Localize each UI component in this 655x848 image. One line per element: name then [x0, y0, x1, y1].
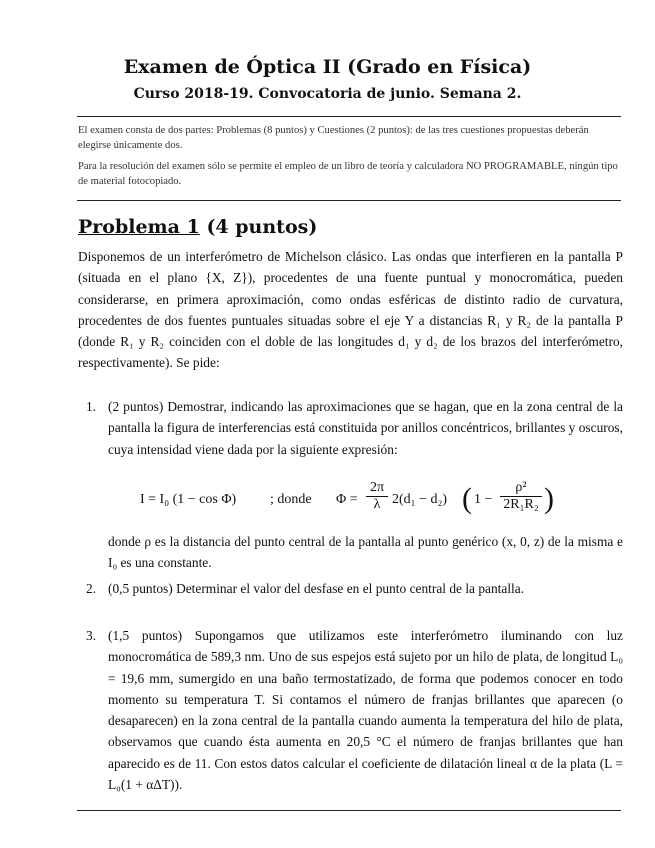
question-number: 1. — [86, 399, 97, 414]
question-text: (0,5 puntos) Determinar el valor del desfase en el punto central de la pantalla. — [108, 581, 525, 596]
question-number: 3. — [86, 628, 97, 643]
divider — [77, 810, 621, 811]
question-item-continuation: donde ρ es la distancia del punto central de la pantalla al punto genérico (x, 0, z) de la misma e I₀ es una constante. — [108, 534, 623, 571]
paren-right: ) — [544, 482, 554, 515]
formula-rho-num: ρ² — [515, 480, 527, 495]
intro-materials: Para la resolución del examen sólo se permite el empleo de un libro de teoría y calculadora NO PROGRAMABLE, ningún tipo de material fotocopiado. — [78, 161, 618, 187]
formula-lhs: I = I₀ (1 − cos Φ) — [140, 492, 237, 507]
question-number: 2. — [86, 581, 97, 596]
problem-heading — [78, 216, 317, 238]
formula-arm-difference: 2(d₁ − d₂) — [392, 492, 447, 507]
intro-parts: El examen consta de dos partes: Problemas (8 puntos) y Cuestiones (2 puntos): de las tres cuestiones propuestas deberán elegirse únicamente dos. — [78, 125, 589, 151]
intensity-formula — [140, 478, 560, 528]
problem-heading-number: Problema 1 — [78, 216, 200, 238]
paren-left: ( — [462, 482, 472, 515]
problem-heading-points: (4 puntos) — [206, 216, 318, 238]
formula-fraction — [366, 480, 388, 513]
question-text: (1,5 puntos) Supongamos que utilizamos este interferómetro iluminando con luz monocromática de 589,3 nm. Uno de sus espejos está sujeto por un hilo de plata, de longitud L₀ = 19,6 mm, sumergido en una baño termostatizado, de forma que podemos conocer en todo momento su temperatura T. Si contamos el número de franjas brillantes que aparecen (o desaparecen) en la zona central de la pantalla cuando aumenta la temperatura del hilo de plata, observamos que cuando ésta aumenta en 20,5 °C el número de franjas brillantes que han aparecido es de 11. Con estos datos calcular el coeficiente de dilatación lineal α de la plata (L = L₀(1 + αΔT)). — [108, 628, 623, 793]
formula-rho-fraction — [500, 480, 542, 513]
question-text: (2 puntos) Demostrar, indicando las aproximaciones que se hagan, que en la zona central de la pantalla la figura de interferencias está constituida por anillos concéntricos, brillantes y oscuros, cuya intensidad viene dada por la siguiente expresión: — [108, 399, 623, 457]
formula-fraction-num: 2π — [369, 480, 385, 495]
divider — [77, 200, 621, 201]
formula-fraction-den: λ — [366, 496, 388, 513]
formula-separator: ; donde — [270, 492, 312, 507]
divider — [77, 116, 621, 117]
question-item — [86, 578, 623, 599]
page-subtitle: Curso 2018-19. Convocatoria de junio. Semana 2. — [133, 86, 522, 102]
formula-one-minus: 1 − — [474, 492, 493, 507]
problem-statement: Disponemos de un interferómetro de Michelson clásico. Las ondas que interfieren en la pantalla P (situada en el plano {X, Z}), procedentes de una fuente puntual y monocromática, pueden considerarse, en primera aproximación, como ondas esféricas de distinto radio de curvatura, procedentes de dos fuentes puntuales situadas sobre el eje Y a distancias R₁ y R₂ de la pantalla P (donde R₁ y R₂ coinciden con el doble de las longitudes d₁ y d₂ de los brazos del interferómetro, respectivamente). Se pide: — [78, 249, 623, 371]
formula-phi: Φ = — [336, 492, 358, 507]
question-item — [86, 625, 623, 795]
page-title: Examen de Óptica II (Grado en Física) — [123, 56, 532, 78]
question-item — [86, 396, 623, 460]
formula-rho-den: 2R₁R₂ — [500, 496, 542, 513]
